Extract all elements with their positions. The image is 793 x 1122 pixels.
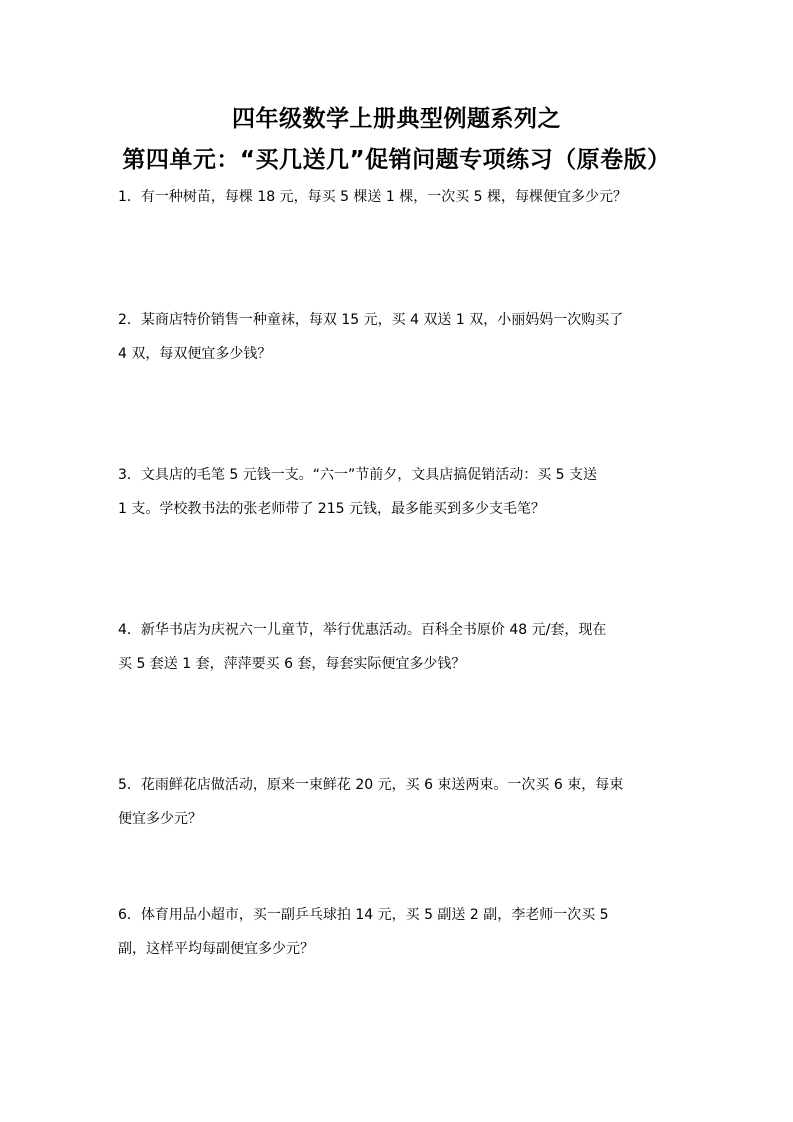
question-text: 5．花雨鲜花店做活动，原来一束鲜花 20 元，买 6 束送两束。一次买 6 束，每束: [118, 777, 624, 793]
question-1: [118, 180, 678, 214]
question-text: 4 双，每双便宜多少钱？: [118, 346, 272, 362]
question-text: 3．文具店的毛笔 5 元钱一支。“六一”节前夕，文具店搞促销活动：买 5 支送: [118, 467, 598, 483]
question-4: [118, 613, 678, 681]
question-text: 2．某商店特价销售一种童袜，每双 15 元，买 4 双送 1 双，小丽妈妈一次购买了: [118, 312, 624, 328]
question-text: 1．有一种树苗，每棵 18 元，每买 5 棵送 1 棵，一次买 5 棵，每棵便宜多少元？: [118, 189, 628, 205]
document-title-line2: 第四单元：“买几送几”促销问题专项练习（原卷版）: [122, 147, 671, 173]
question-text: 1 支。学校教书法的张老师带了 215 元钱，最多能买到多少支毛笔？: [118, 501, 545, 517]
question-text: 6．体育用品小超市，买一副乒乓球拍 14 元，买 5 副送 2 副，李老师一次买 5: [118, 907, 609, 923]
question-text: 副，这样平均每副便宜多少元？: [118, 941, 314, 957]
question-5: [118, 768, 678, 836]
document-title-line1: 四年级数学上册典型例题系列之: [232, 106, 561, 132]
question-text: 买 5 套送 1 套，萍萍要买 6 套，每套实际便宜多少钱？: [118, 656, 466, 672]
question-2: [118, 303, 678, 371]
question-6: [118, 898, 678, 966]
question-text: 4．新华书店为庆祝六一儿童节，举行优惠活动。百科全书原价 48 元/套，现在: [118, 622, 607, 638]
question-3: [118, 458, 678, 526]
question-text: 便宜多少元？: [118, 811, 202, 827]
